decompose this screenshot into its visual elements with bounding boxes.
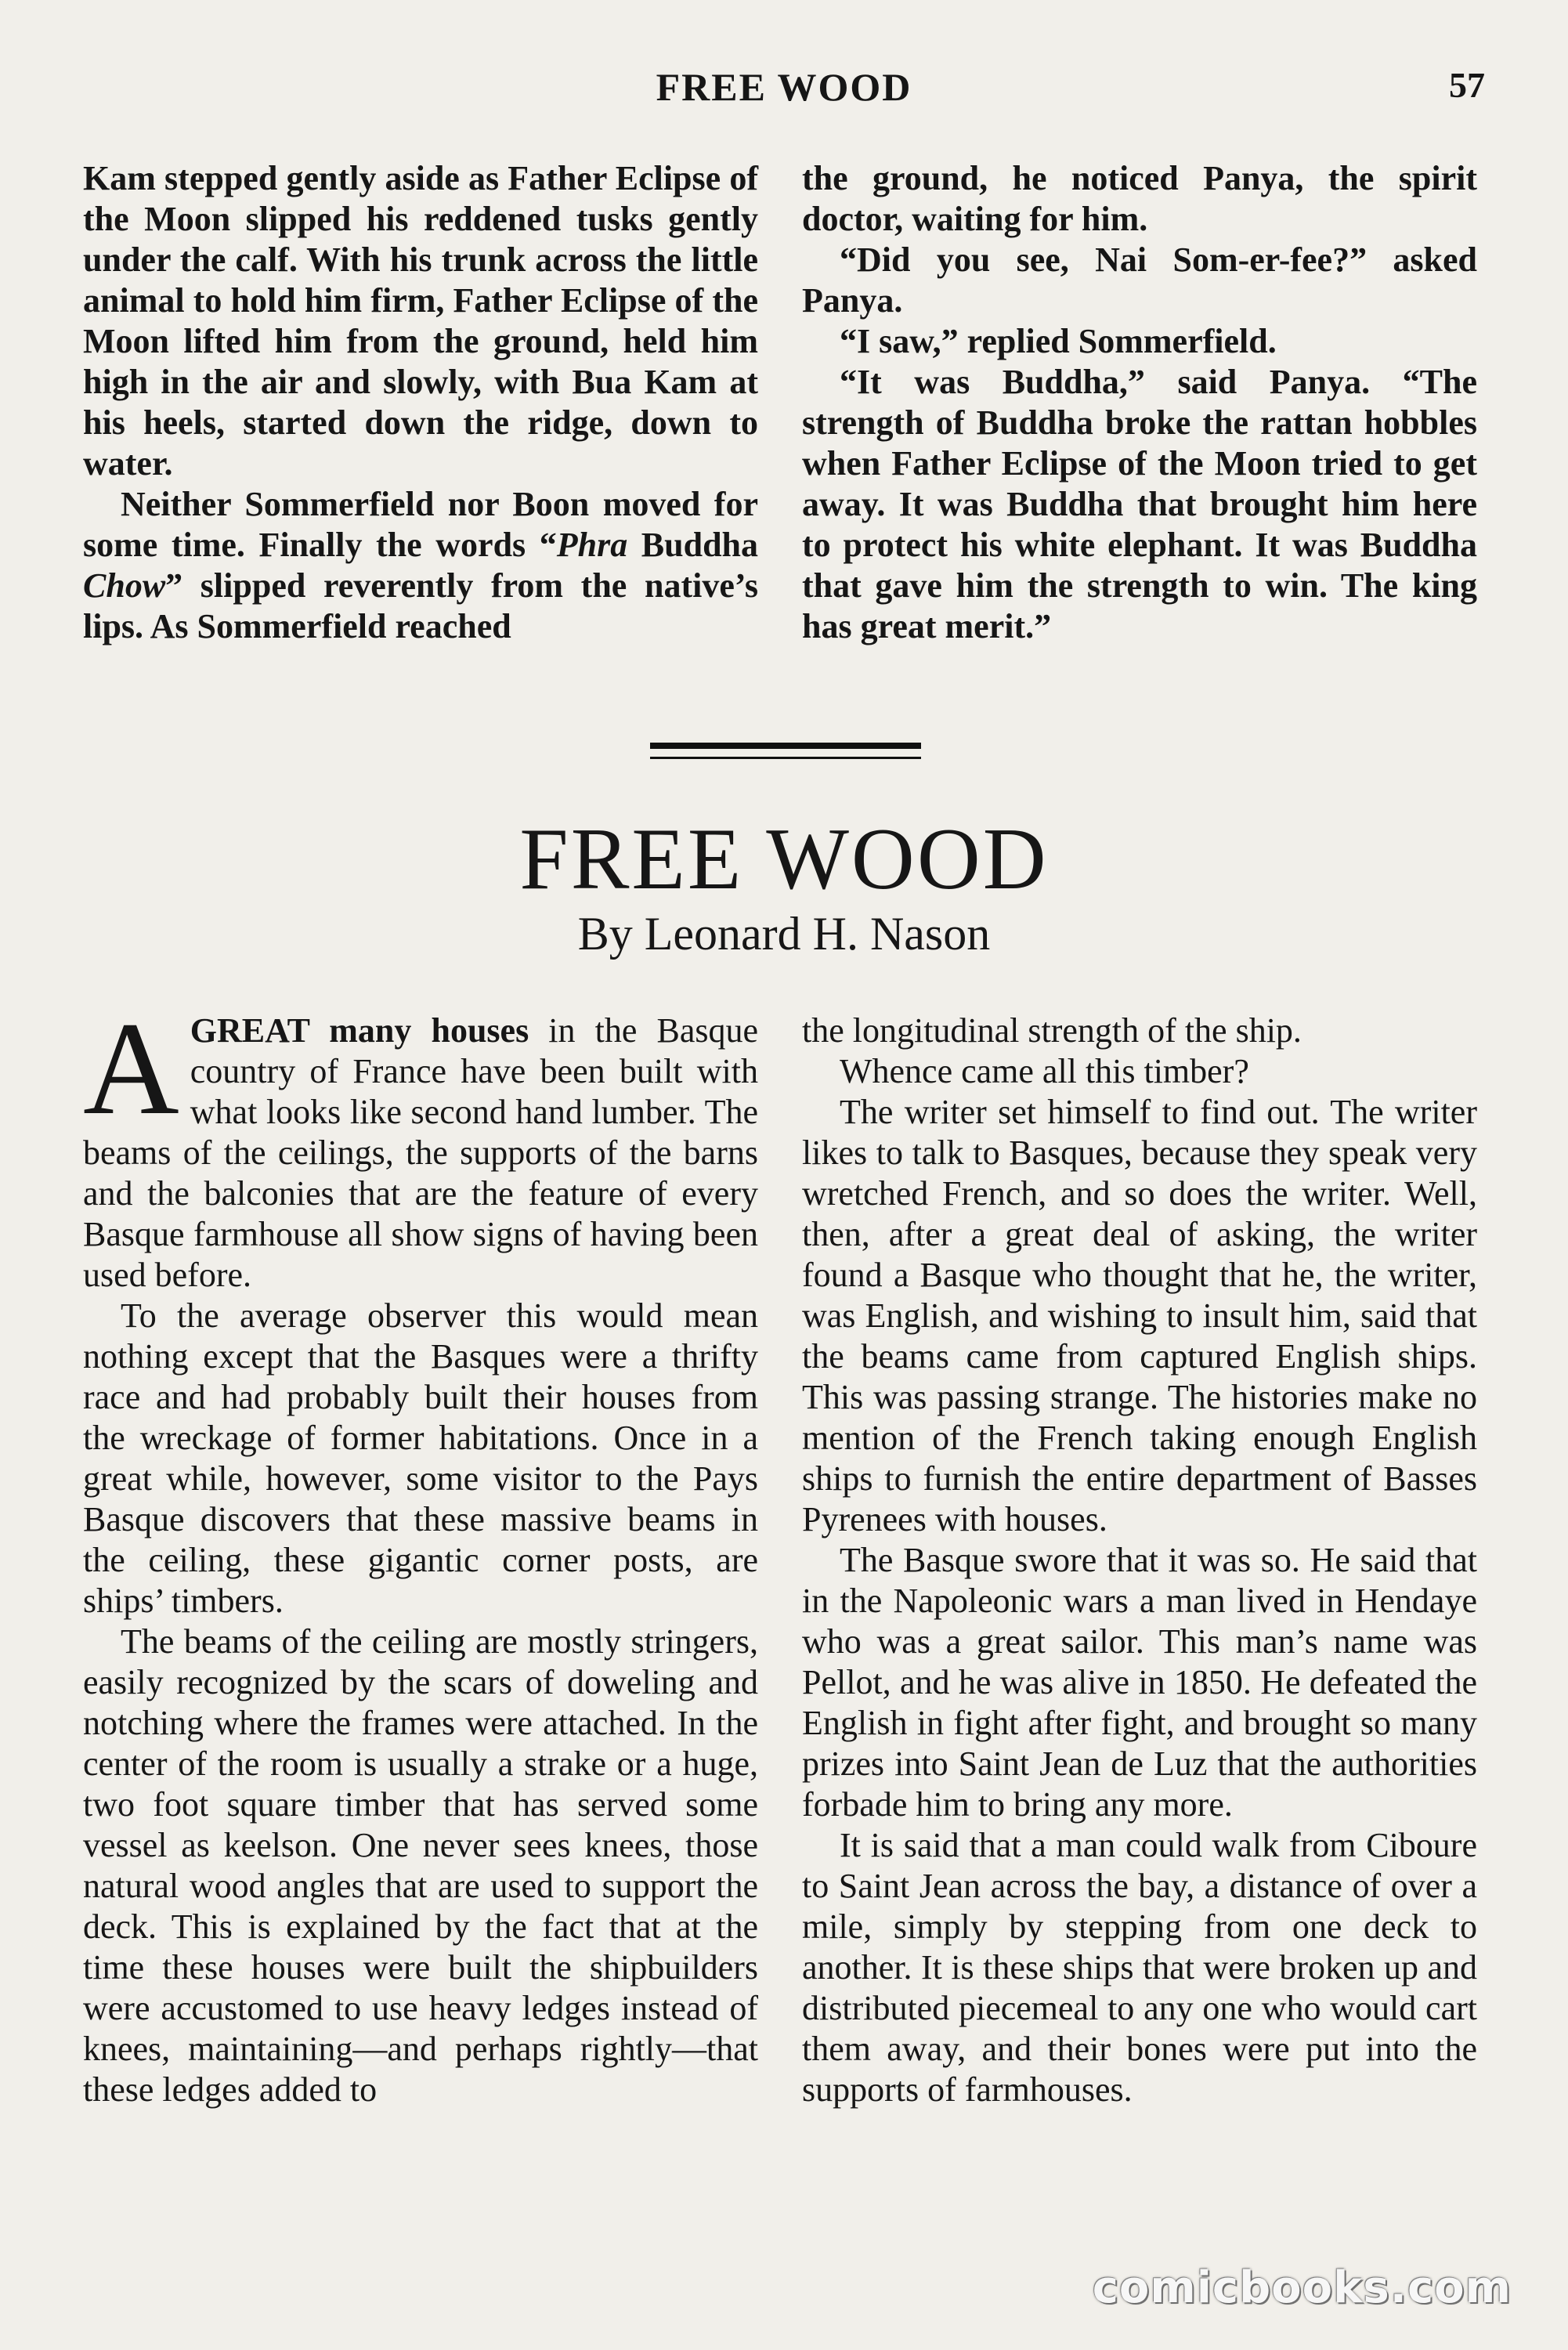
text-run: slipped his reddened tusks gently under the calf. With his trunk across the little animal to hold him firm, Father Eclipse of the Moon lifted him from the ground, held him high in the air and slowly, with Bua Kam at his heels, started down the ridge, down to water. (83, 200, 758, 483)
article-paragraph: Whence came all this timber? (840, 1052, 1249, 1090)
continued-paragraph: “It was Buddha,” said Panya. “The strength of Buddha broke the rattan hobbles when Father Eclipse of the Moon tried to get away. It was Buddha that brought him here to protect his white elephant. It was Buddha that gave him the strength to win. The king has great merit.” (802, 363, 1477, 645)
continued-paragraph: the ground, he noticed Panya, the spirit doctor, waiting for him. (802, 159, 1477, 238)
article-paragraph (83, 995, 758, 1296)
text-run: Neither Sommerfield nor Boon moved for some time. Finally the words “ (83, 485, 758, 564)
text-run: Father Eclipse of the Moon (83, 159, 758, 238)
page-number: 57 (1449, 65, 1485, 105)
italic-text: Chow (83, 566, 166, 605)
section-divider-thick (650, 743, 921, 749)
text-run: in the Basque country of France have been built with what looks like second hand lumber. The beams of the ceilings, the supports of the barns and the balconies that are the feature of every Basque farmhouse all show signs of having been used before. (83, 1011, 758, 1294)
text-run: ” slipped reverently from the native’s lips. As Sommerfield reached (83, 566, 758, 645)
article-left-column (83, 995, 758, 2110)
continued-story-left-column (83, 158, 758, 647)
opening-words: GREAT many houses (190, 1011, 529, 1050)
article-paragraph: To the average observer this would mean nothing except that the Basques were a thrifty race and had probably built their houses from the wreckage of former habitations. Once in a great while, however, some visitor to the Pays Basque discovers that these massive beams in the ceiling, these gigantic corner posts, are ships’ timbers. (83, 1296, 758, 1620)
text-run: Buddha (627, 526, 759, 564)
article-paragraph: The beams of the ceiling are mostly stringers, easily recognized by the scars of doweling and notching where the frames were attached. In the center of the room is usually a strake or a huge, two foot square timber that has served some vessel as keelson. One never sees knees, those natural wood angles that are used to support the deck. This is explained by the fact that at the time these houses were built the shipbuilders were accustomed to use heavy ledges instead of knees, maintaining—and perhaps rightly—that these ledges added to (83, 1622, 758, 2109)
article-paragraph: The writer set himself to find out. The writer likes to talk to Basques, because they speak very wretched French, and so does the writer. Well, then, after a great deal of asking, the writer found a Basque who thought that he, the writer, was English, and wishing to insult him, said that the beams came from captured English ships. This was passing strange. The histories make no mention of the French taking enough English ships to furnish the entire department of Basses Pyrenees with houses. (802, 1093, 1477, 1538)
drop-cap: A (83, 995, 179, 1142)
text-run: Kam stepped gently aside as (83, 159, 508, 197)
continued-paragraph: “Did you see, Nai Som-er-fee?” asked Panya. (802, 240, 1477, 320)
section-divider-thin (650, 757, 921, 759)
article-title: FREE WOOD (519, 811, 1049, 908)
watermark: comicbooks.com (1092, 2262, 1512, 2313)
running-head (83, 64, 1485, 119)
article-paragraph: The Basque swore that it was so. He said that in the Napoleonic wars a man lived in Hendaye who was a great sailor. This man’s name was Pellot, and he was alive in 1850. He defeated the English in fight after fight, and brought so many prizes into Saint Jean de Luz that the authorities forbade him to bring any more. (802, 1541, 1477, 1824)
continued-story-right-column (802, 158, 1477, 647)
continued-paragraph (83, 484, 758, 647)
article-byline: By Leonard H. Nason (577, 908, 991, 960)
article-paragraph: the longitudinal strength of the ship. (802, 1011, 1302, 1050)
continued-paragraph: “I saw,” replied Sommerfield. (840, 322, 1277, 360)
article-right-column (802, 1010, 1477, 2110)
article-paragraph: It is said that a man could walk from Ciboure to Saint Jean across the bay, a distance of over a mile, simply by stepping from one deck to another. It is these ships that were broken up and distributed piecemeal to any one who would cart them away, and their bones were put into the supports of farmhouses. (802, 1826, 1477, 2109)
continued-paragraph (83, 158, 758, 484)
italic-text: Phra (556, 526, 628, 564)
running-title: FREE WOOD (656, 65, 912, 109)
